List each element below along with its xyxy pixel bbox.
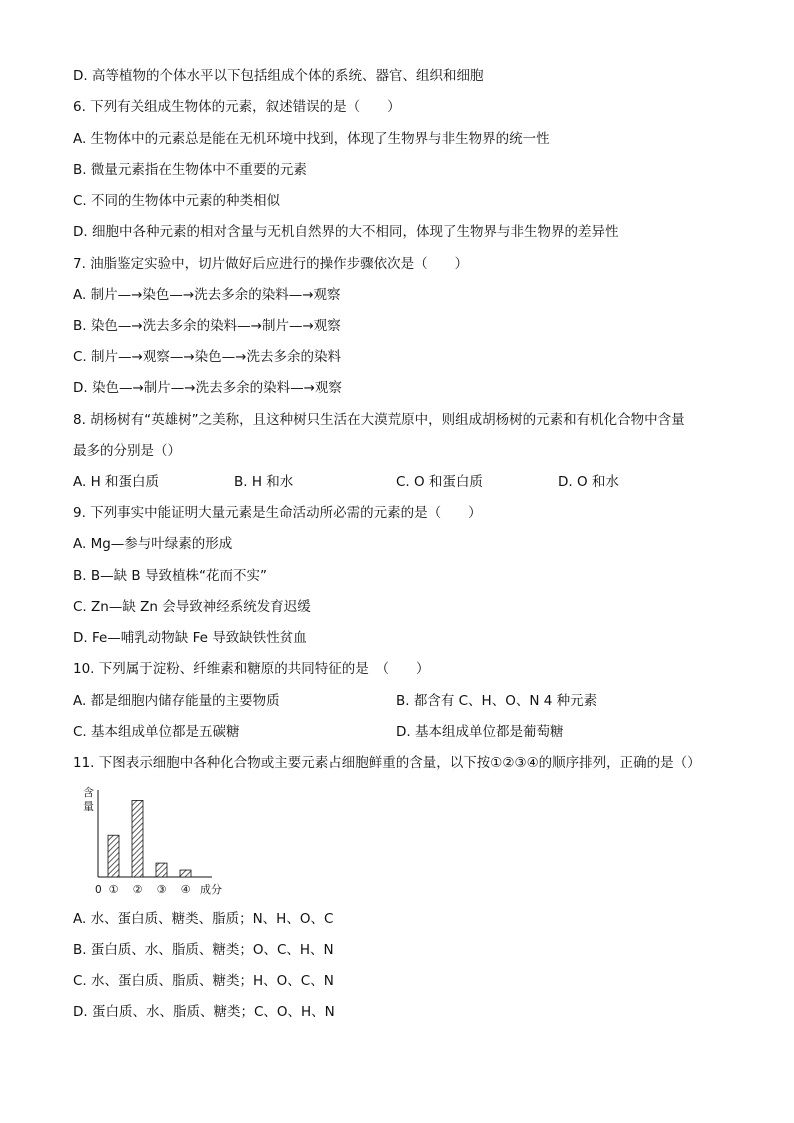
q11-option-d: D. 蛋白质、水、脂质、糖类；C、O、H、N bbox=[73, 1004, 335, 1020]
q8-option-d: D. O 和水 bbox=[558, 474, 619, 490]
q11-option-c: C. 水、蛋白质、脂质、糖类；H、O、C、N bbox=[73, 973, 334, 989]
bar-1 bbox=[108, 835, 119, 877]
question-9: 9. 下列事实中能证明大量元素是生命活动所必需的元素的是（ ） bbox=[73, 505, 482, 521]
q10-option-b: B. 都含有 C、H、O、N 4 种元素 bbox=[396, 693, 598, 709]
q9-option-b: B. B—缺 B 导致植株“花而不实” bbox=[73, 568, 267, 584]
q9-option-a: A. Mg—参与叶绿素的形成 bbox=[73, 536, 233, 552]
q9-option-d: D. Fe—哺乳动物缺 Fe 导致缺铁性贫血 bbox=[73, 630, 307, 646]
option-d-q5: D. 高等植物的个体水平以下包括组成个体的系统、器官、组织和细胞 bbox=[73, 68, 484, 84]
q7-option-b: B. 染色—→洗去多余的染料—→制片—→观察 bbox=[73, 318, 341, 334]
question-8: 8. 胡杨树有“英雄树”之美称，且这种树只生活在大漠荒原中，则组成胡杨树的元素和有机化合物中含量 bbox=[73, 412, 685, 428]
question-11: 11. 下图表示细胞中各种化合物或主要元素占细胞鲜重的含量，以下按①②③④的顺序排列，正确的是（） bbox=[73, 755, 701, 771]
origin-label: 0 bbox=[95, 884, 102, 896]
tick-label-1: ① bbox=[108, 883, 119, 896]
q8-option-a: A. H 和蛋白质 bbox=[73, 474, 160, 490]
y-axis-label-char-1: 含 bbox=[83, 786, 94, 799]
bar-chart bbox=[70, 782, 240, 900]
y-axis-label-char-2: 量 bbox=[83, 800, 94, 813]
bar-3 bbox=[156, 863, 167, 877]
q8-option-b: B. H 和水 bbox=[234, 474, 294, 490]
question-8-cont: 最多的分别是（） bbox=[73, 443, 181, 459]
q10-option-c: C. 基本组成单位都是五碳糖 bbox=[73, 724, 240, 740]
tick-label-3: ③ bbox=[156, 883, 167, 896]
question-7: 7. 油脂鉴定实验中，切片做好后应进行的操作步骤依次是（ ） bbox=[73, 256, 469, 272]
q7-option-a: A. 制片—→染色—→洗去多余的染料—→观察 bbox=[73, 287, 341, 303]
q11-option-b: B. 蛋白质、水、脂质、糖类；O、C、H、N bbox=[73, 942, 334, 958]
q6-option-b: B. 微量元素指在生物体中不重要的元素 bbox=[73, 162, 307, 178]
q6-option-c: C. 不同的生物体中元素的种类相似 bbox=[73, 193, 281, 209]
question-10: 10. 下列属于淀粉、纤维素和糖原的共同特征的是 （ ） bbox=[73, 661, 430, 677]
bar-2 bbox=[132, 800, 143, 877]
question-6: 6. 下列有关组成生物体的元素，叙述错误的是（ ） bbox=[73, 99, 401, 115]
x-axis-label: 成分 bbox=[200, 883, 222, 896]
q7-option-d: D. 染色—→制片—→洗去多余的染料—→观察 bbox=[73, 380, 342, 396]
bar-4 bbox=[180, 870, 191, 877]
tick-label-2: ② bbox=[132, 883, 143, 896]
q11-option-a: A. 水、蛋白质、糖类、脂质；N、H、O、C bbox=[73, 911, 334, 927]
q6-option-d: D. 细胞中各种元素的相对含量与无机自然界的大不相同，体现了生物界与非生物界的差异性 bbox=[73, 224, 619, 240]
q7-option-c: C. 制片—→观察—→染色—→洗去多余的染料 bbox=[73, 349, 341, 365]
q9-option-c: C. Zn—缺 Zn 会导致神经系统发育迟缓 bbox=[73, 599, 311, 615]
tick-label-4: ④ bbox=[180, 883, 191, 896]
q10-option-d: D. 基本组成单位都是葡萄糖 bbox=[396, 724, 564, 740]
q10-option-a: A. 都是细胞内储存能量的主要物质 bbox=[73, 693, 280, 709]
q8-option-c: C. O 和蛋白质 bbox=[396, 474, 483, 490]
q6-option-a: A. 生物体中的元素总是能在无机环境中找到，体现了生物界与非生物界的统一性 bbox=[73, 131, 550, 147]
